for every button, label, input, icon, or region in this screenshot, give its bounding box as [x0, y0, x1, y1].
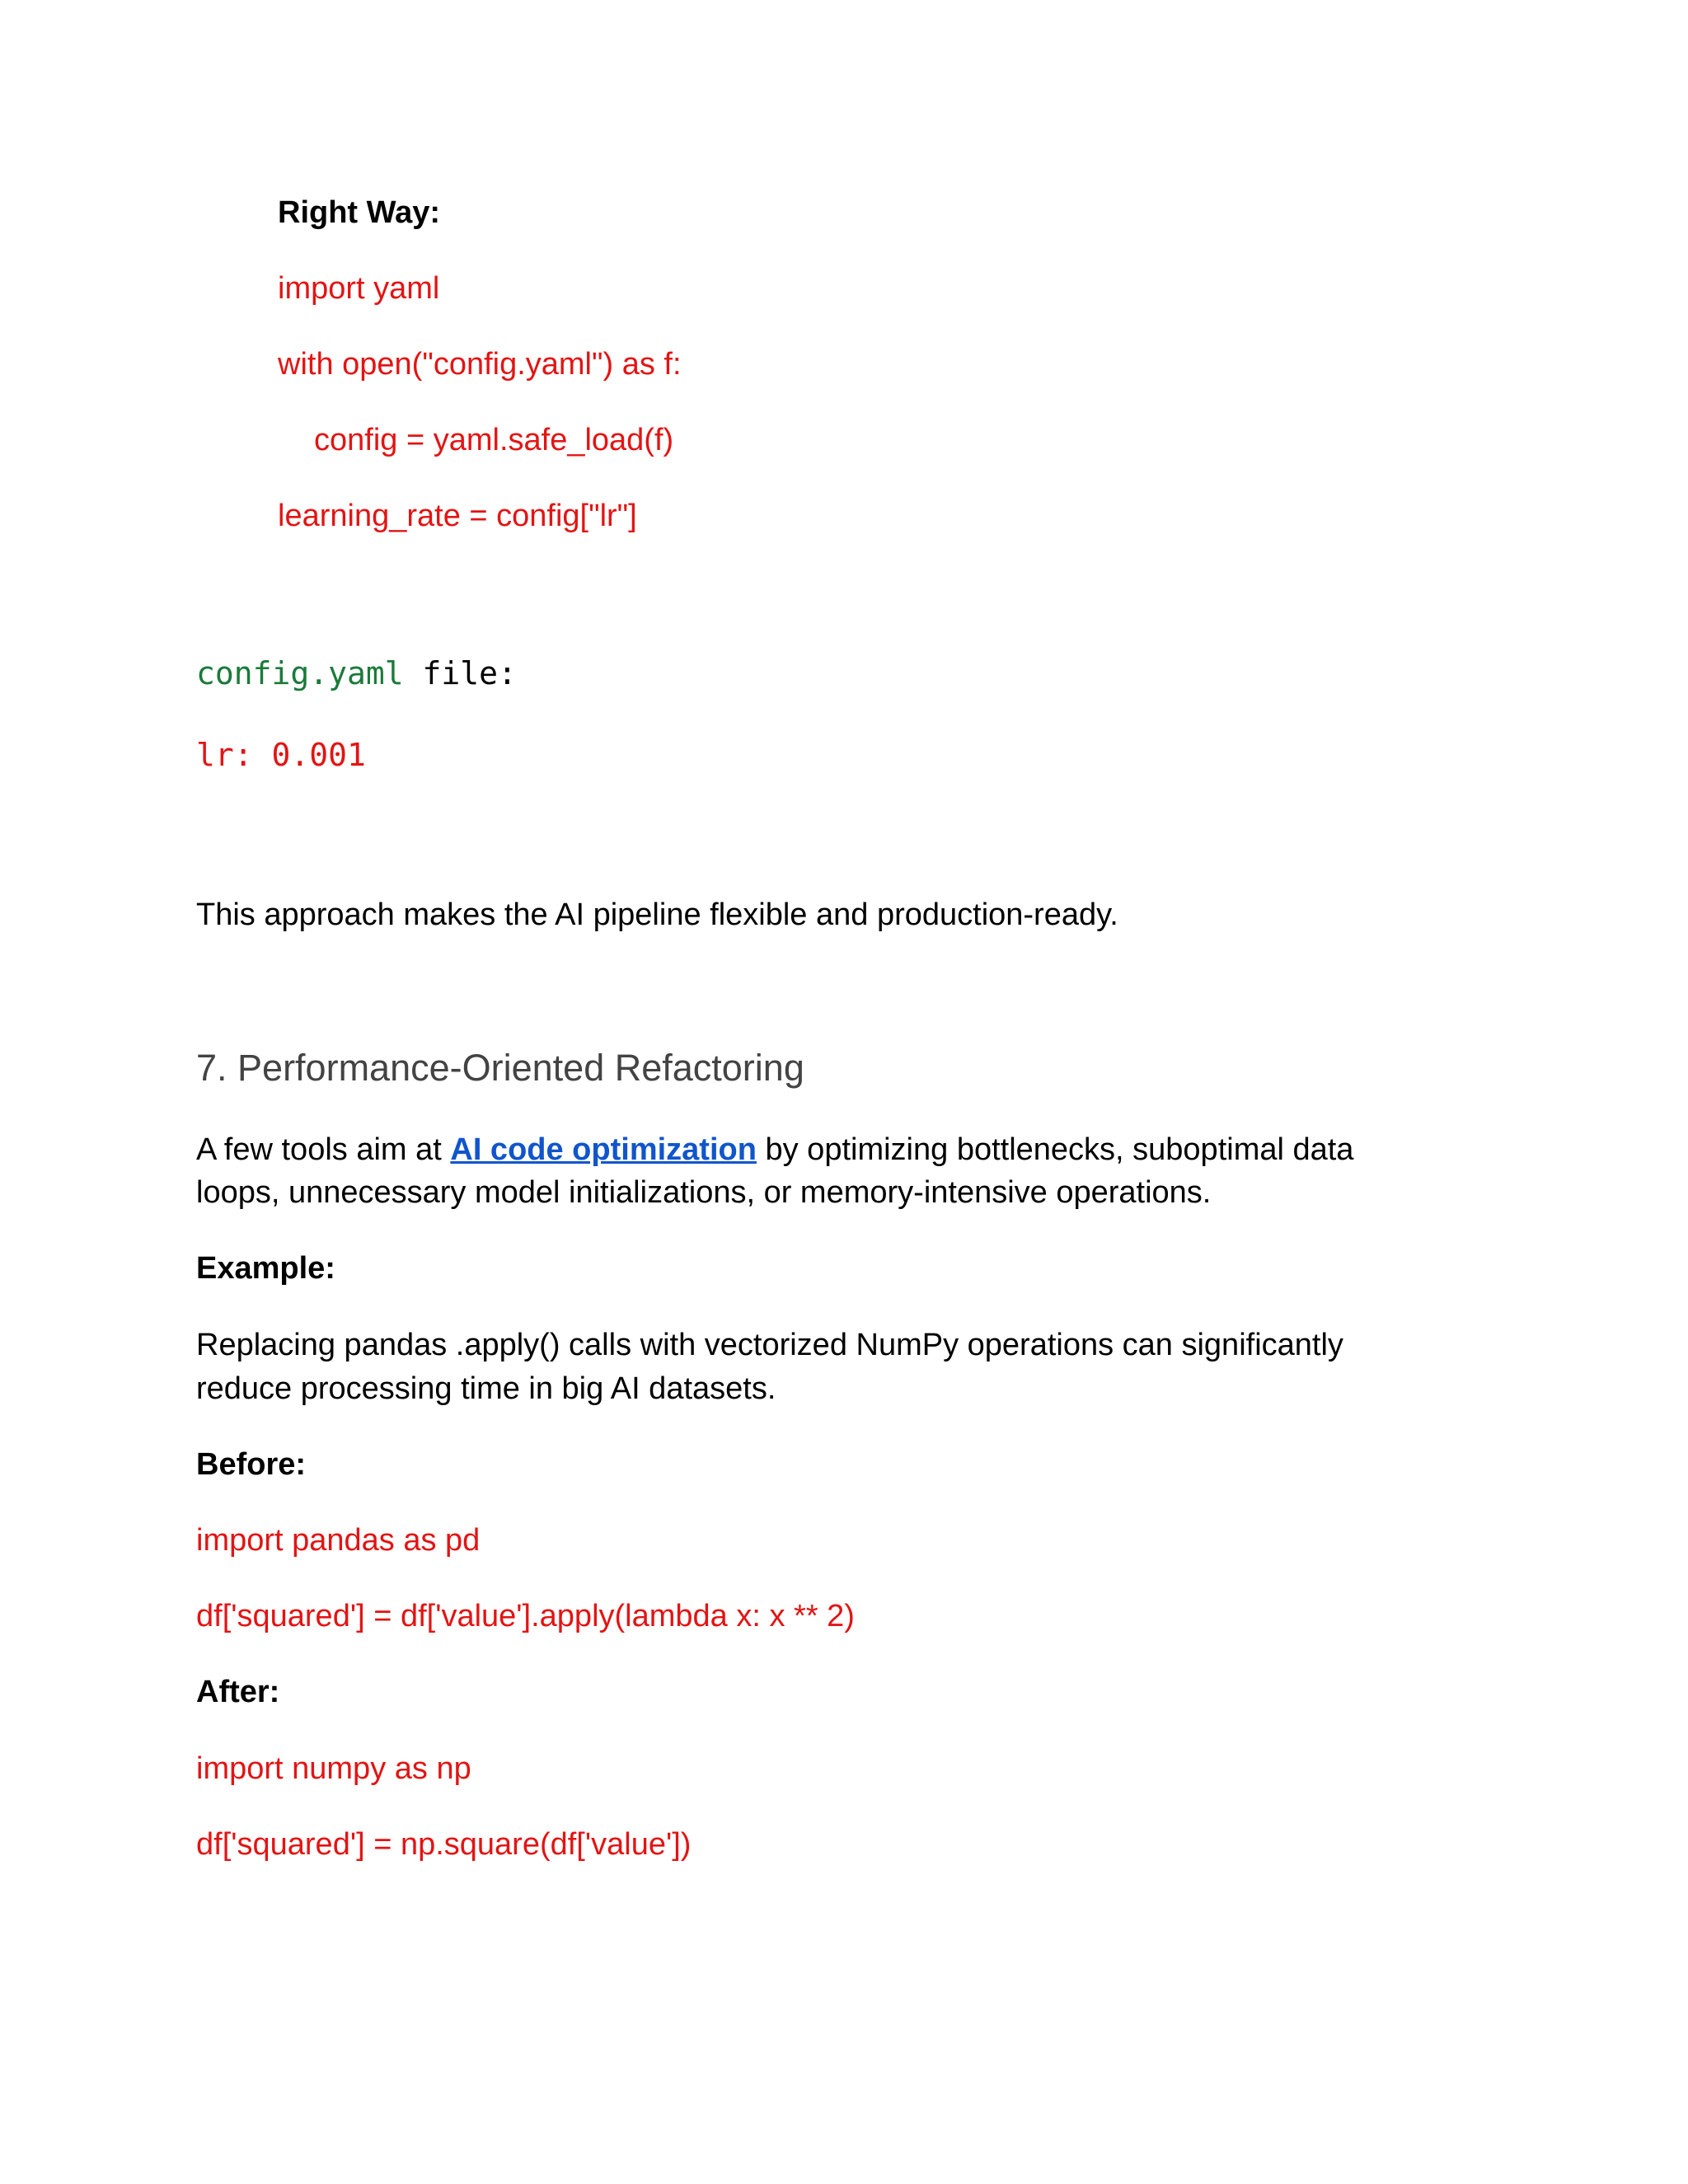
- code-line: learning_rate = config["lr"]: [278, 499, 637, 533]
- intro-text-before-link: A few tools aim at: [196, 1132, 451, 1167]
- config-file-heading: [196, 655, 517, 694]
- approach-paragraph: This approach makes the AI pipeline flexible and production-ready.: [196, 898, 1118, 932]
- before-code-line: df['squared'] = df['value'].apply(lambda x: x ** 2): [196, 1599, 855, 1633]
- before-label: Before:: [196, 1447, 307, 1482]
- after-label: After:: [196, 1675, 280, 1709]
- right-way-label: Right Way:: [278, 195, 441, 230]
- intro-paragraph-line2: loops, unnecessary model initializations, or memory-intensive operations.: [196, 1175, 1212, 1210]
- before-code-line: import pandas as pd: [196, 1523, 481, 1558]
- code-line: import yaml: [278, 271, 440, 306]
- section-title: 7. Performance-Oriented Refactoring: [196, 1047, 804, 1089]
- example-line2: reduce processing time in big AI datasets.: [196, 1371, 776, 1406]
- ai-code-optimization-link[interactable]: AI code optimization: [450, 1132, 757, 1167]
- config-file-suffix: file:: [403, 655, 517, 691]
- config-filename: config.yaml: [196, 655, 404, 691]
- code-line: config = yaml.safe_load(f): [314, 423, 674, 457]
- code-line: with open("config.yaml") as f:: [278, 347, 682, 382]
- example-line1: Replacing pandas .apply() calls with vectorized NumPy operations can significantly: [196, 1328, 1343, 1362]
- after-code-line: df['squared'] = np.square(df['value']): [196, 1827, 692, 1862]
- after-code-line: import numpy as np: [196, 1751, 471, 1786]
- config-content: lr: 0.001: [196, 737, 366, 773]
- intro-text-after-link: by optimizing bottlenecks, suboptimal data: [756, 1132, 1354, 1167]
- intro-paragraph-line1: [196, 1132, 1353, 1169]
- example-label: Example:: [196, 1251, 335, 1286]
